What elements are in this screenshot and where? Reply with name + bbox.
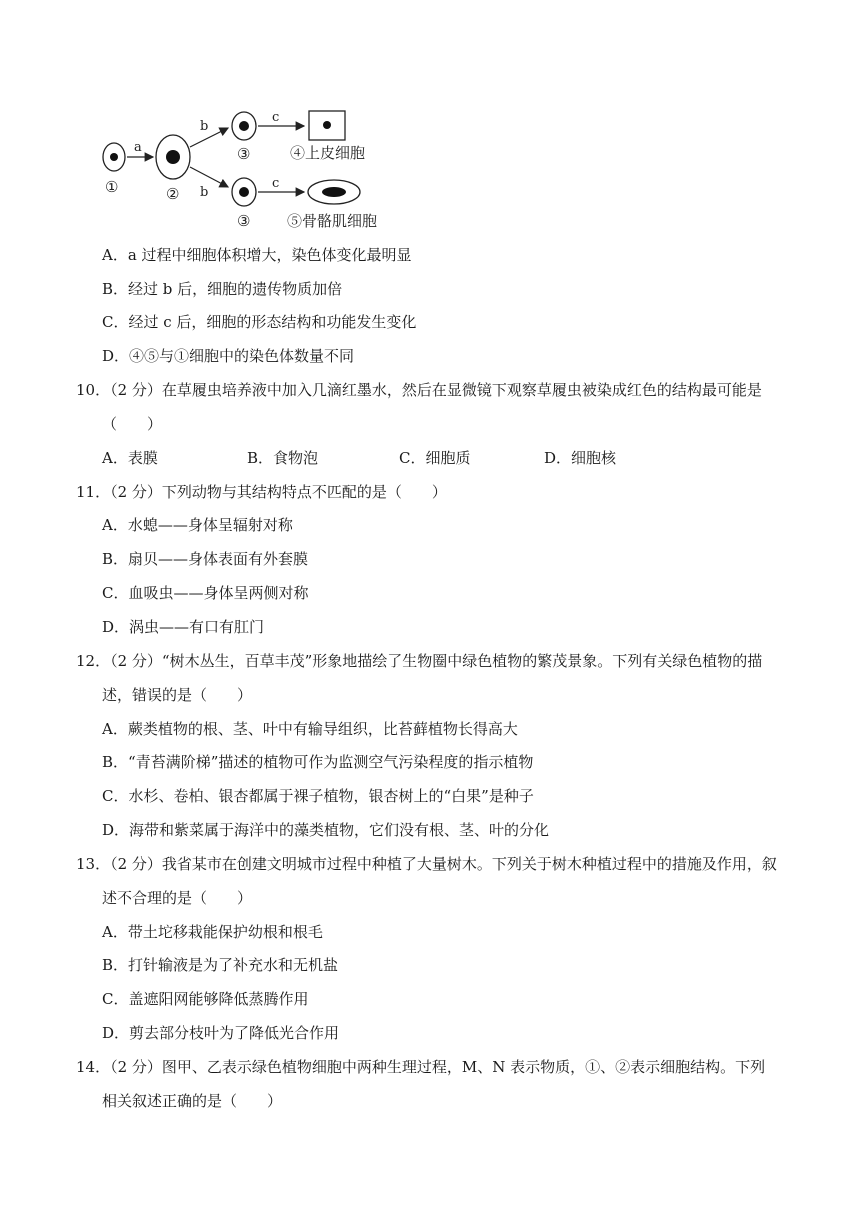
- q9-option-a: A．a 过程中细胞体积增大，染色体变化最明显: [102, 246, 412, 264]
- cell-2-label: ②: [166, 185, 180, 203]
- q13-option-c: C．盖遮阳网能够降低蒸腾作用: [102, 990, 309, 1008]
- cell-3-upper: [232, 112, 256, 140]
- q10-options-row: [102, 448, 762, 468]
- arrow-b-upper-label: b: [200, 119, 209, 134]
- cell-3-lower-label: ③: [237, 212, 251, 230]
- arrow-c-upper-label: c: [272, 110, 280, 125]
- q13-option-d: D．剪去部分枝叶为了降低光合作用: [102, 1024, 340, 1042]
- arrow-a-label: a: [134, 140, 142, 155]
- q10-option-b: B．食物泡: [247, 449, 319, 467]
- q14-stem-line1: 14．（2 分）图甲、乙表示绿色植物细胞中两种生理过程，M、N 表示物质，①、②表示细胞结构。下列: [76, 1058, 766, 1076]
- q13-stem-line2: 述不合理的是（ ）: [102, 889, 253, 907]
- cell-3-lower: [232, 178, 256, 206]
- arrow-b-lower-label: b: [200, 185, 209, 200]
- q12-option-b: B．“青苔满阶梯”描述的植物可作为监测空气污染程度的指示植物: [102, 753, 534, 771]
- q11-option-d: D．涡虫——有口有肛门: [102, 618, 265, 636]
- skeletal-muscle-cell: [308, 180, 360, 204]
- cell-5-label: ⑤骨骼肌细胞: [287, 212, 378, 230]
- arrow-c-lower-label: c: [272, 176, 280, 191]
- arrow-b-upper: [190, 128, 228, 147]
- cell-1-label: ①: [105, 178, 119, 196]
- epithelial-cell: [309, 111, 345, 140]
- cell-4-label: ④上皮细胞: [290, 144, 366, 162]
- cell-1: [103, 143, 125, 171]
- q12-option-d: D．海带和紫菜属于海洋中的藻类植物，它们没有根、茎、叶的分化: [102, 821, 550, 839]
- cell-2: [156, 135, 190, 179]
- q9-option-b: B．经过 b 后，细胞的遗传物质加倍: [102, 280, 343, 298]
- q10-option-a: A．表膜: [102, 449, 158, 467]
- q13-stem-line1: 13．（2 分）我省某市在创建文明城市过程中种植了大量树木。下列关于树木种植过程中的措施及作用，叙: [76, 855, 777, 873]
- q9-option-d: D．④⑤与①细胞中的染色体数量不同: [102, 347, 355, 365]
- cell-3-upper-label: ③: [237, 145, 251, 163]
- arrow-b-lower: [190, 167, 228, 187]
- q12-stem-line1: 12．（2 分）“树木丛生，百草丰茂”形象地描绘了生物圈中绿色植物的繁茂景象。下列有关绿色植物的描: [76, 652, 763, 670]
- q13-option-a: A．带土坨移栽能保护幼根和根毛: [102, 923, 323, 941]
- q11-option-a: A．水螅——身体呈辐射对称: [102, 516, 293, 534]
- q14-stem-line2: 相关叙述正确的是（ ）: [102, 1092, 283, 1110]
- q13-option-b: B．打针输液是为了补充水和无机盐: [102, 956, 339, 974]
- q11-stem: 11．（2 分）下列动物与其结构特点不匹配的是（ ）: [76, 483, 447, 501]
- q11-option-c: C．血吸虫——身体呈两侧对称: [102, 584, 309, 602]
- q12-option-c: C．水杉、卷柏、银杏都属于裸子植物，银杏树上的“白果”是种子: [102, 787, 534, 805]
- q10-option-d: D．细胞核: [544, 449, 617, 467]
- q11-option-b: B．扇贝——身体表面有外套膜: [102, 550, 309, 568]
- q10-stem-line1: 10．（2 分）在草履虫培养液中加入几滴红墨水，然后在显微镜下观察草履虫被染成红色的结构最可能是: [76, 381, 762, 399]
- q10-option-c: C．细胞质: [399, 449, 471, 467]
- q10-stem-line2: （ ）: [102, 415, 163, 433]
- q12-stem-line2: 述，错误的是（ ）: [102, 686, 253, 704]
- q12-option-a: A．蕨类植物的根、茎、叶中有输导组织，比苔藓植物长得高大: [102, 720, 518, 738]
- q9-option-c: C．经过 c 后，细胞的形态结构和功能发生变化: [102, 313, 417, 331]
- cell-differentiation-diagram: [92, 100, 412, 232]
